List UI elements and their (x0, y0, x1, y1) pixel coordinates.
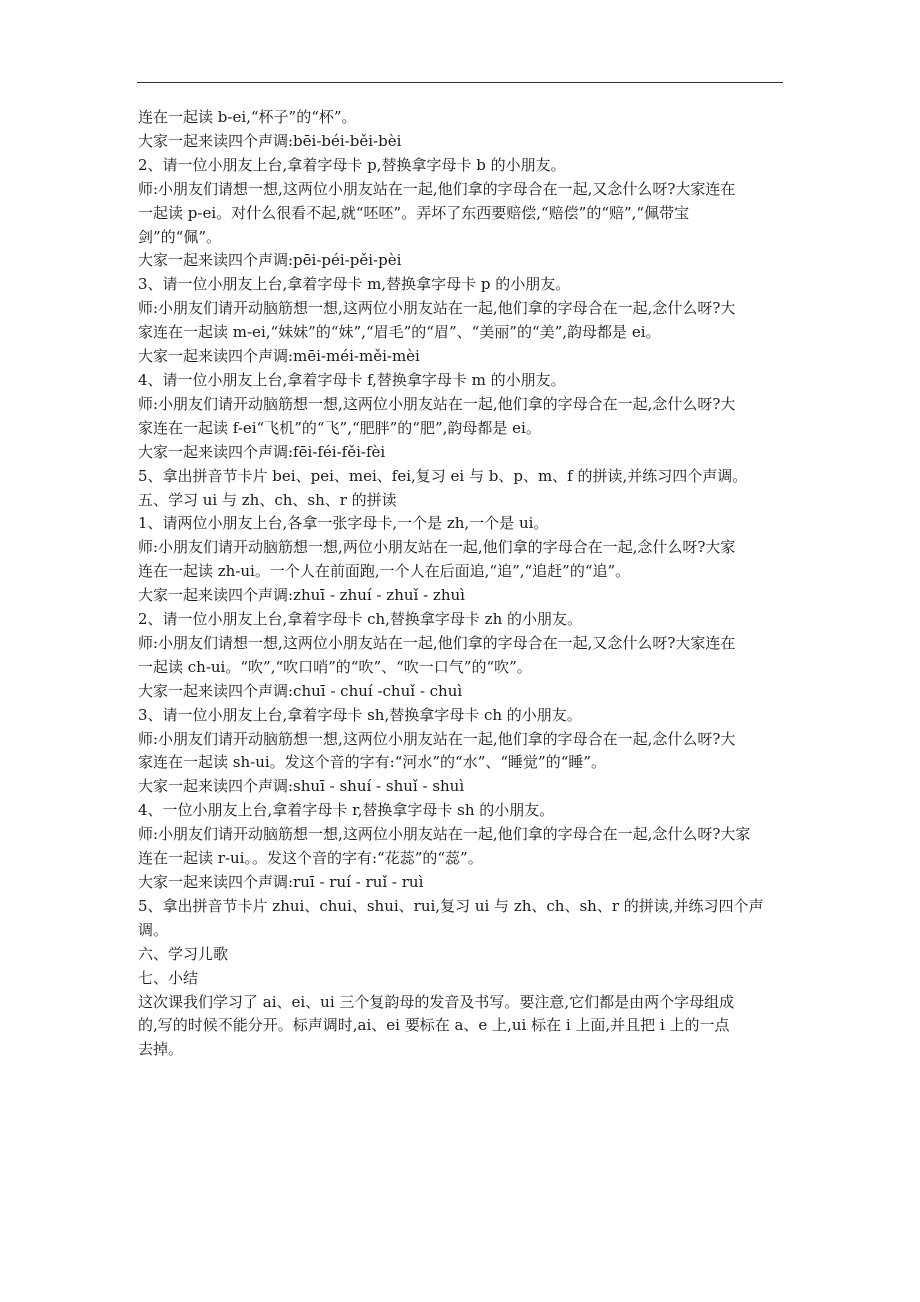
header-rule (137, 82, 783, 83)
text-line: 师:小朋友们请想一想,这两位小朋友站在一起,他们拿的字母合在一起,又念什么呀?大家连在 (138, 179, 736, 198)
text-line: 4、一位小朋友上台,拿着字母卡 r,替换拿字母卡 sh 的小朋友。 (138, 801, 555, 820)
text-line: 连在一起读 zh-ui。一个人在前面跑,一个人在后面追,“追”,“追赶”的“追”。 (138, 562, 631, 581)
text-line: 师:小朋友们请开动脑筋想一想,这两位小朋友站在一起,他们拿的字母合在一起,念什么呀?大 (138, 299, 736, 318)
text-line: 剑”的“佩”。 (138, 227, 222, 246)
text-line: 师:小朋友们请想一想,这两位小朋友站在一起,他们拿的字母合在一起,又念什么呀?大家连在 (138, 633, 736, 652)
text-line: 师:小朋友们请开动脑筋想一想,这两位小朋友站在一起,他们拿的字母合在一起,念什么呀?大家 (138, 825, 751, 844)
text-line: 去掉。 (138, 1040, 184, 1059)
text-line: 3、请一位小朋友上台,拿着字母卡 m,替换拿字母卡 p 的小朋友。 (138, 275, 571, 294)
text-line: 师:小朋友们请开动脑筋想一想,两位小朋友站在一起,他们拿的字母合在一起,念什么呀?大家 (138, 538, 736, 557)
text-line: 家连在一起读 m-ei,“妹妹”的“妹”,“眉毛”的“眉”、“美丽”的“美”,韵母都是 ei。 (138, 323, 661, 342)
text-line: 五、学习 ui 与 zh、ch、sh、r 的拼读 (138, 490, 397, 509)
text-line: 1、请两位小朋友上台,各拿一张字母卡,一个是 zh,一个是 ui。 (138, 514, 549, 533)
text-line: 连在一起读 b-ei,“杯子”的“杯”。 (138, 108, 357, 126)
text-line: 大家一起来读四个声调:mēi-méi-měi-mèi (138, 347, 420, 366)
text-line: 5、拿出拼音节卡片 zhui、chui、shui、rui,复习 ui 与 zh、ch、sh、r 的拼读,并练习四个声 (138, 896, 764, 915)
text-line: 2、请一位小朋友上台,拿着字母卡 ch,替换拿字母卡 zh 的小朋友。 (138, 610, 583, 629)
text-line: 大家一起来读四个声调:bēi-béi-běi-bèi (138, 131, 402, 150)
text-line: 家连在一起读 f-ei“飞机”的“飞”,“肥胖”的“肥”,韵母都是 ei。 (138, 418, 541, 437)
document-body (138, 106, 788, 1062)
text-line: 4、请一位小朋友上台,拿着字母卡 f,替换拿字母卡 m 的小朋友。 (138, 370, 566, 389)
text-line: 大家一起来读四个声调:pēi-péi-pěi-pèi (138, 251, 402, 270)
text-line: 一起读 p-ei。对什么很看不起,就“呸呸”。弄坏了东西要赔偿,“赔偿”的“赔”,“佩带宝 (138, 203, 690, 222)
text-line: 2、请一位小朋友上台,拿着字母卡 p,替换拿字母卡 b 的小朋友。 (138, 155, 566, 174)
text-line: 师:小朋友们请开动脑筋想一想,这两位小朋友站在一起,他们拿的字母合在一起,念什么呀?大 (138, 729, 736, 748)
text-line: 的,写的时候不能分开。标声调时,ai、ei 要标在 a、e 上,ui 标在 i 上面,并且把 i 上的一点 (138, 1016, 730, 1035)
text-line: 这次课我们学习了 ai、ei、ui 三个复韵母的发音及书写。要注意,它们都是由两个字母组成 (138, 992, 735, 1011)
text-line: 大家一起来读四个声调:shuī - shuí - shuǐ - shuì (138, 777, 465, 796)
text-line: 5、拿出拼音节卡片 bei、pei、mei、fei,复习 ei 与 b、p、m、f 的拼读,并练习四个声调。 (138, 466, 748, 485)
text-line: 大家一起来读四个声调:fēi-féi-fěi-fèi (138, 442, 386, 461)
text-line: 家连在一起读 sh-ui。发这个音的字有:“河水”的“水”、“睡觉”的“睡”。 (138, 753, 607, 772)
text-line: 连在一起读 r-ui。。发这个音的字有:“花蕊”的“蕊”。 (138, 849, 483, 868)
text-line: 大家一起来读四个声调:chuī - chuí -chuǐ - chuì (138, 681, 463, 700)
text-line: 师:小朋友们请开动脑筋想一想,这两位小朋友站在一起,他们拿的字母合在一起,念什么呀?大 (138, 394, 736, 413)
text-line: 大家一起来读四个声调:zhuī - zhuí - zhuǐ - zhuì (138, 586, 465, 605)
text-line: 一起读 ch-ui。“吹”,“吹口哨”的“吹”、“吹一口气”的“吹”。 (138, 657, 532, 676)
text-line: 3、请一位小朋友上台,拿着字母卡 sh,替换拿字母卡 ch 的小朋友。 (138, 705, 582, 724)
text-line: 六、学习儿歌 (138, 944, 229, 963)
text-line: 七、小结 (138, 968, 199, 987)
text-line: 调。 (138, 920, 169, 939)
text-line: 大家一起来读四个声调:ruī - ruí - ruǐ - ruì (138, 873, 424, 891)
